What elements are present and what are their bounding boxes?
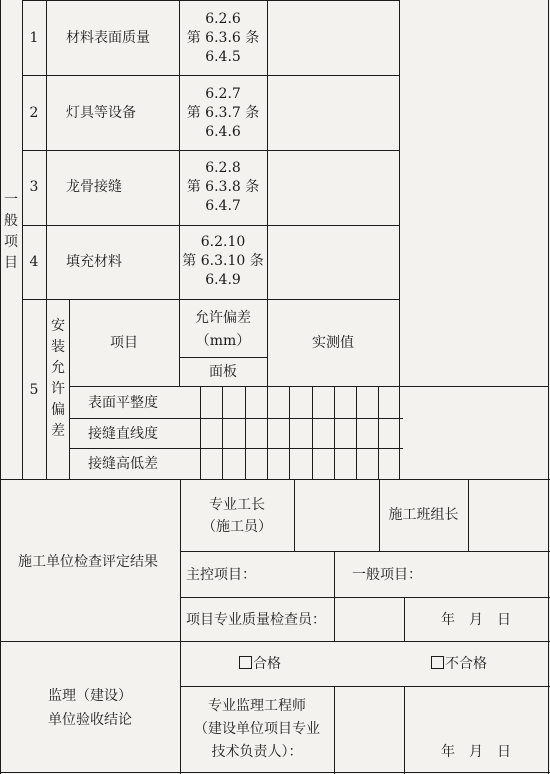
col-header-allowance: 允许偏差 bbox=[195, 310, 251, 326]
col-header-item: 项目 bbox=[110, 335, 138, 351]
pass-label: 合格 bbox=[253, 656, 281, 672]
supervision-engineer-sub-1: （建设单位项目专业 bbox=[194, 721, 320, 737]
item-1-clause-a: 6.2.6 bbox=[205, 11, 241, 27]
foreman-label: 专业工长 bbox=[209, 497, 265, 513]
item-2-clause-c: 6.4.6 bbox=[205, 124, 241, 140]
constructor-date: 年 月 日 bbox=[441, 612, 511, 628]
item-1-number: 1 bbox=[29, 30, 39, 46]
main-items-label: 主控项目： bbox=[186, 567, 256, 583]
item-1-clause-b: 第 6.3.6 条 bbox=[186, 30, 260, 46]
item-1-clause-c: 6.4.5 bbox=[205, 49, 241, 65]
fail-label: 不合格 bbox=[445, 656, 487, 672]
deviation-row-flatness: 表面平整度 bbox=[88, 395, 158, 411]
item-3-clause-b: 第 6.3.8 条 bbox=[186, 179, 260, 195]
col-header-allowance-unit: （mm） bbox=[195, 333, 251, 349]
fail-option[interactable] bbox=[431, 655, 487, 673]
supervisor-label-1: 监理（建设） bbox=[48, 688, 132, 704]
item-4-number: 4 bbox=[29, 254, 39, 270]
col-header-panel: 面板 bbox=[209, 364, 237, 380]
item-4-clause-a: 6.2.10 bbox=[200, 234, 246, 250]
item-5-number: 5 bbox=[29, 382, 39, 398]
item-2-number: 2 bbox=[29, 105, 39, 121]
deviation-row-joint-straightness: 接缝直线度 bbox=[88, 426, 158, 442]
item-1-name: 材料表面质量 bbox=[66, 30, 150, 46]
item-4-clause-c: 6.4.9 bbox=[205, 272, 241, 288]
item-2-clause-a: 6.2.7 bbox=[205, 86, 241, 102]
general-items-label: 一般项目： bbox=[352, 567, 422, 583]
item-3-clause-c: 6.4.7 bbox=[205, 198, 241, 214]
deviation-row-joint-height: 接缝高低差 bbox=[88, 456, 158, 472]
pass-option[interactable] bbox=[239, 655, 281, 673]
item-2-name: 灯具等设备 bbox=[66, 105, 136, 121]
fail-checkbox[interactable] bbox=[431, 656, 444, 669]
supervisor-date: 年 月 日 bbox=[441, 744, 511, 760]
constructor-result-label: 施工单位检查评定结果 bbox=[18, 554, 158, 570]
item-2-clause-b: 第 6.3.7 条 bbox=[186, 105, 260, 121]
item-3-clause-a: 6.2.8 bbox=[205, 160, 241, 176]
foreman-sub-label: （施工员） bbox=[202, 519, 272, 535]
quality-inspector-label: 项目专业质量检查员： bbox=[186, 612, 326, 628]
col-header-measured: 实测值 bbox=[312, 335, 354, 351]
pass-checkbox[interactable] bbox=[239, 656, 252, 669]
item-3-name: 龙骨接缝 bbox=[66, 179, 122, 195]
supervisor-label-2: 单位验收结论 bbox=[48, 712, 132, 728]
item-4-clause-b: 第 6.3.10 条 bbox=[182, 253, 264, 269]
team-leader-label: 施工班组长 bbox=[388, 507, 459, 523]
item-3-number: 3 bbox=[29, 179, 39, 195]
item-4-name: 填充材料 bbox=[66, 254, 122, 270]
deviation-label: 安装允许偏差 bbox=[51, 318, 65, 439]
supervision-engineer-label: 专业监理工程师 bbox=[208, 698, 306, 714]
supervision-engineer-sub-2: 技术负责人）： bbox=[211, 744, 303, 760]
section-label-general-items: 一般项目 bbox=[4, 192, 18, 271]
